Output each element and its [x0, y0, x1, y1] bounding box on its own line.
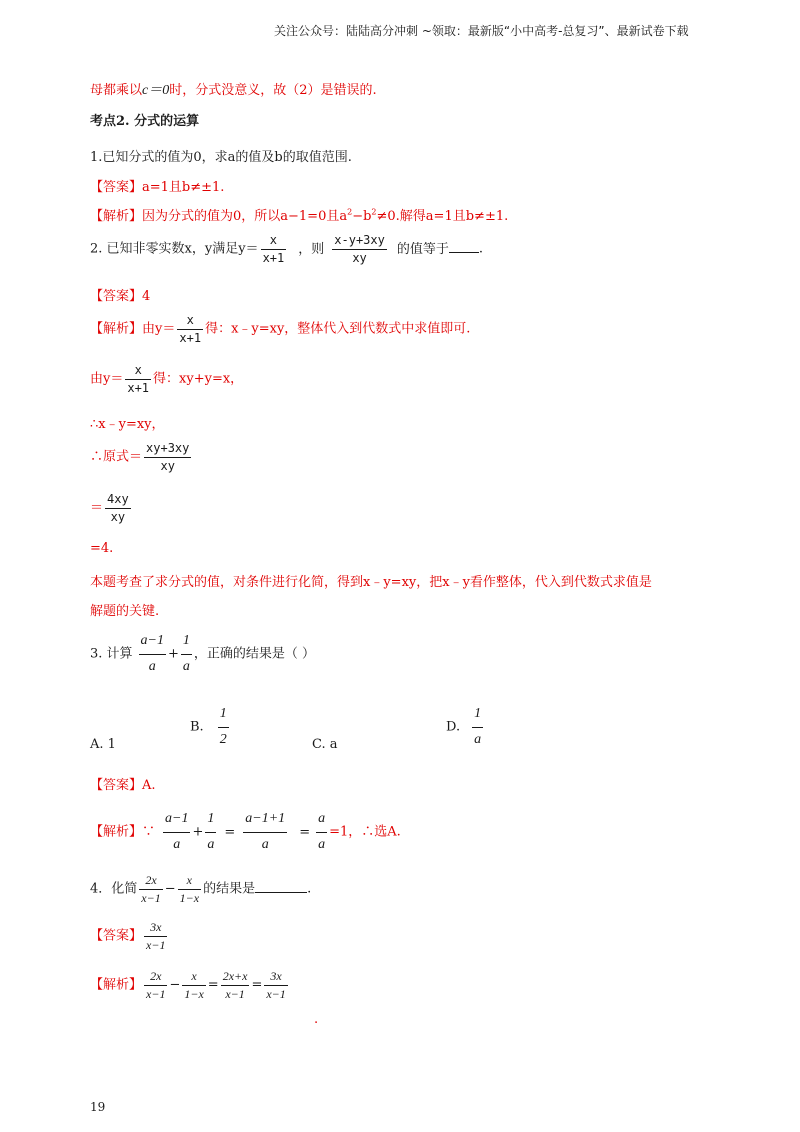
- q4-answer-label: 【答案】: [90, 928, 143, 944]
- q3-jiexi-num-2: 1: [205, 812, 216, 833]
- q3-jiexi-fraction-2: [205, 812, 216, 852]
- q3-option-d-label: D.: [446, 719, 461, 735]
- q3-jiexi-fraction-3: [243, 812, 287, 852]
- q3-question: [90, 634, 315, 674]
- q3-option-b-den: 2: [219, 731, 227, 747]
- q3-expr-fraction-2: [181, 634, 192, 674]
- q2-mid: ，则: [298, 241, 325, 257]
- q2-post-end: .: [478, 241, 483, 257]
- q4-jiexi-den-2: 1−x: [184, 986, 204, 1001]
- q2-cond-num: x: [261, 234, 287, 250]
- q4-fraction-1: [139, 874, 162, 904]
- q2-expr-fraction: [332, 234, 387, 264]
- q1-analysis-sup2: 2: [371, 207, 377, 217]
- q2-step3-fraction: [144, 442, 191, 472]
- q3-option-d-fraction: [472, 707, 483, 747]
- q3-jiexi-fraction-4: [316, 812, 327, 852]
- q3-option-d-den: a: [474, 731, 482, 747]
- q3-option-d-num: 1: [472, 707, 483, 728]
- q3-expr-den-1: a: [148, 658, 156, 674]
- q4-jiexi: [90, 970, 290, 1000]
- q3-option-b-label: B.: [190, 719, 204, 735]
- q2-step2: ∴x﹣y=xy，: [90, 417, 165, 432]
- q4-fraction-2: [178, 874, 201, 904]
- q2-step1-pre: 由y＝: [90, 371, 124, 387]
- q2-jiexi-label: 【解析】: [90, 321, 143, 337]
- q2-step3: [90, 442, 193, 472]
- q3-jiexi: [90, 812, 401, 852]
- q3-expr-fraction-1: [139, 634, 166, 674]
- q1-analysis-a: 【解析】因为分式的值为0，所以a−1=0且a: [90, 209, 348, 224]
- q2-question: [90, 234, 483, 264]
- q4-den-2: 1−x: [179, 890, 200, 905]
- q3-option-b-num: 1: [218, 707, 229, 728]
- q2-expr-den: xy: [352, 250, 367, 265]
- q3-expr-num-2: 1: [181, 634, 192, 655]
- q2-answer: 【答案】4: [90, 289, 151, 304]
- q4-jiexi-fraction-4: [264, 970, 287, 1000]
- page-number: 19: [90, 1100, 106, 1114]
- q4-answer-den: x−1: [146, 937, 166, 952]
- q4-question: [90, 874, 311, 904]
- q2-step1-fraction: [125, 364, 151, 394]
- q2-jiexi: [90, 314, 470, 344]
- q3-question-post: ，正确的结果是（ ）: [193, 646, 316, 662]
- q3-expr-den-2: a: [182, 658, 190, 674]
- q2-step4-num: 4xy: [105, 493, 131, 509]
- q4-jiexi-fraction-1: [144, 970, 167, 1000]
- q1-answer: 【答案】a=1且b≠±1.: [90, 180, 225, 195]
- q3-answer: 【答案】A.: [90, 778, 156, 793]
- q4-jiexi-den-4: x−1: [266, 986, 286, 1001]
- section-title: 考点2. 分式的运算: [90, 114, 200, 129]
- q2-jiexi-den: x+1: [179, 330, 202, 345]
- q4-jiexi-eq-1: =: [207, 977, 219, 993]
- q3-jiexi-plus: +: [192, 824, 204, 840]
- q4-pre: 4．化简: [90, 881, 138, 897]
- q3-option-b-fraction: [218, 707, 229, 747]
- q4-post: 的结果是: [203, 881, 256, 897]
- q3-jiexi-label: 【解析】∵: [90, 824, 156, 840]
- q4-num-2: x: [178, 874, 201, 890]
- q3-jiexi-eq-2: =: [299, 824, 311, 840]
- q3-jiexi-den-1: a: [173, 836, 181, 852]
- q4-minus: −: [164, 881, 176, 897]
- q2-pre: 2. 已知非零实数x，y满足y＝: [90, 241, 259, 257]
- q4-jiexi-den-1: x−1: [146, 986, 166, 1001]
- q4-jiexi-minus: −: [169, 977, 181, 993]
- top-line-post: 时，分式没意义，故（2）是错误的.: [169, 83, 377, 98]
- q3-jiexi-eq-1: =: [224, 824, 236, 840]
- q2-step3-den: xy: [160, 458, 175, 473]
- q4-jiexi-den-3: x−1: [225, 986, 245, 1001]
- top-line-math: c＝0: [142, 83, 170, 98]
- q1-question: 1.已知分式的值为0，求a的值及b的取值范围.: [90, 150, 352, 165]
- q2-cond-fraction: [261, 234, 287, 264]
- q2-blank: [449, 251, 479, 253]
- q3-expr-num-1: a−1: [139, 634, 166, 655]
- q4-blank: [255, 891, 307, 893]
- q2-step1-num: x: [125, 364, 151, 380]
- q2-expr-num: x-y+3xy: [332, 234, 387, 250]
- q4-jiexi-num-3: 2x+x: [221, 970, 250, 986]
- q1-analysis-b: −b: [352, 209, 372, 224]
- q3-plus: +: [168, 646, 179, 662]
- q4-jiexi-label: 【解析】: [90, 977, 143, 993]
- q1-analysis-c: ≠0.解得a=1且b≠±1.: [376, 209, 509, 224]
- q3-option-c: C. a: [312, 737, 338, 752]
- q4-jiexi-num-2: x: [182, 970, 205, 986]
- q3-jiexi-den-3: a: [261, 836, 269, 852]
- q2-jiexi-num: x: [177, 314, 203, 330]
- top-line: [90, 79, 377, 99]
- q4-jiexi-fraction-2: [182, 970, 205, 1000]
- q4-den-1: x−1: [141, 890, 161, 905]
- q2-step4-fraction: [105, 493, 131, 523]
- q1-analysis-sup1: 2: [347, 207, 353, 217]
- q1-analysis: [90, 205, 508, 224]
- q3-jiexi-num-3: a−1+1: [243, 812, 287, 833]
- q2-jiexi-post: 得：x﹣y=xy，整体代入到代数式中求值即可.: [205, 321, 471, 337]
- q3-jiexi-den-2: a: [207, 836, 215, 852]
- q4-jiexi-fraction-3: [221, 970, 250, 1000]
- q2-step4-pre: ＝: [90, 500, 104, 516]
- q3-jiexi-num-1: a−1: [163, 812, 190, 833]
- top-line-pre: 母都乘以: [90, 83, 143, 98]
- q3-jiexi-fraction-1: [163, 812, 190, 852]
- q2-jiexi-pre: 由y＝: [142, 321, 176, 337]
- q3-jiexi-post: =1，∴选A.: [329, 824, 401, 840]
- q2-step4: [90, 493, 133, 523]
- q4-jiexi-num-4: 3x: [264, 970, 287, 986]
- q2-step1-post: 得：xy+y=x，: [153, 371, 244, 387]
- q2-step4-den: xy: [110, 509, 126, 524]
- q3-jiexi-num-4: a: [316, 812, 327, 833]
- page-header: 关注公众号：陆陆高分冲刺 ~领取：最新版“小中高考-总复习”、最新试卷下载: [274, 24, 689, 38]
- q4-jiexi-num-1: 2x: [144, 970, 167, 986]
- q2-step3-num: xy+3xy: [144, 442, 191, 458]
- q3-question-pre: 3. 计算: [90, 646, 133, 662]
- q2-post: 的值等于: [396, 241, 449, 257]
- q3-option-d: [446, 707, 485, 747]
- q2-step3-pre: ∴原式＝: [90, 449, 143, 465]
- q4-post-end: .: [307, 881, 312, 897]
- q2-step1-den: x+1: [127, 380, 150, 395]
- q4-jiexi-eq-2: =: [251, 977, 263, 993]
- q3-option-b: [190, 707, 231, 747]
- q4-answer: [90, 921, 169, 951]
- q3-option-a: A. 1: [90, 737, 116, 752]
- q2-summary-1: 本题考查了求分式的值，对条件进行化简，得到x﹣y=xy，把x﹣y看作整体，代入到代数式求值是: [90, 575, 652, 590]
- q3-jiexi-den-4: a: [318, 836, 326, 852]
- q2-jiexi-fraction: [177, 314, 203, 344]
- q2-step1: [90, 364, 243, 394]
- q4-answer-fraction: [144, 921, 167, 951]
- q4-num-1: 2x: [139, 874, 162, 890]
- q2-step5: =4.: [90, 541, 114, 556]
- q4-answer-num: 3x: [144, 921, 167, 937]
- q4-jiexi-dot: .: [314, 1012, 319, 1027]
- q2-cond-den: x+1: [262, 250, 285, 265]
- q2-summary-2: 解题的关键.: [90, 604, 160, 619]
